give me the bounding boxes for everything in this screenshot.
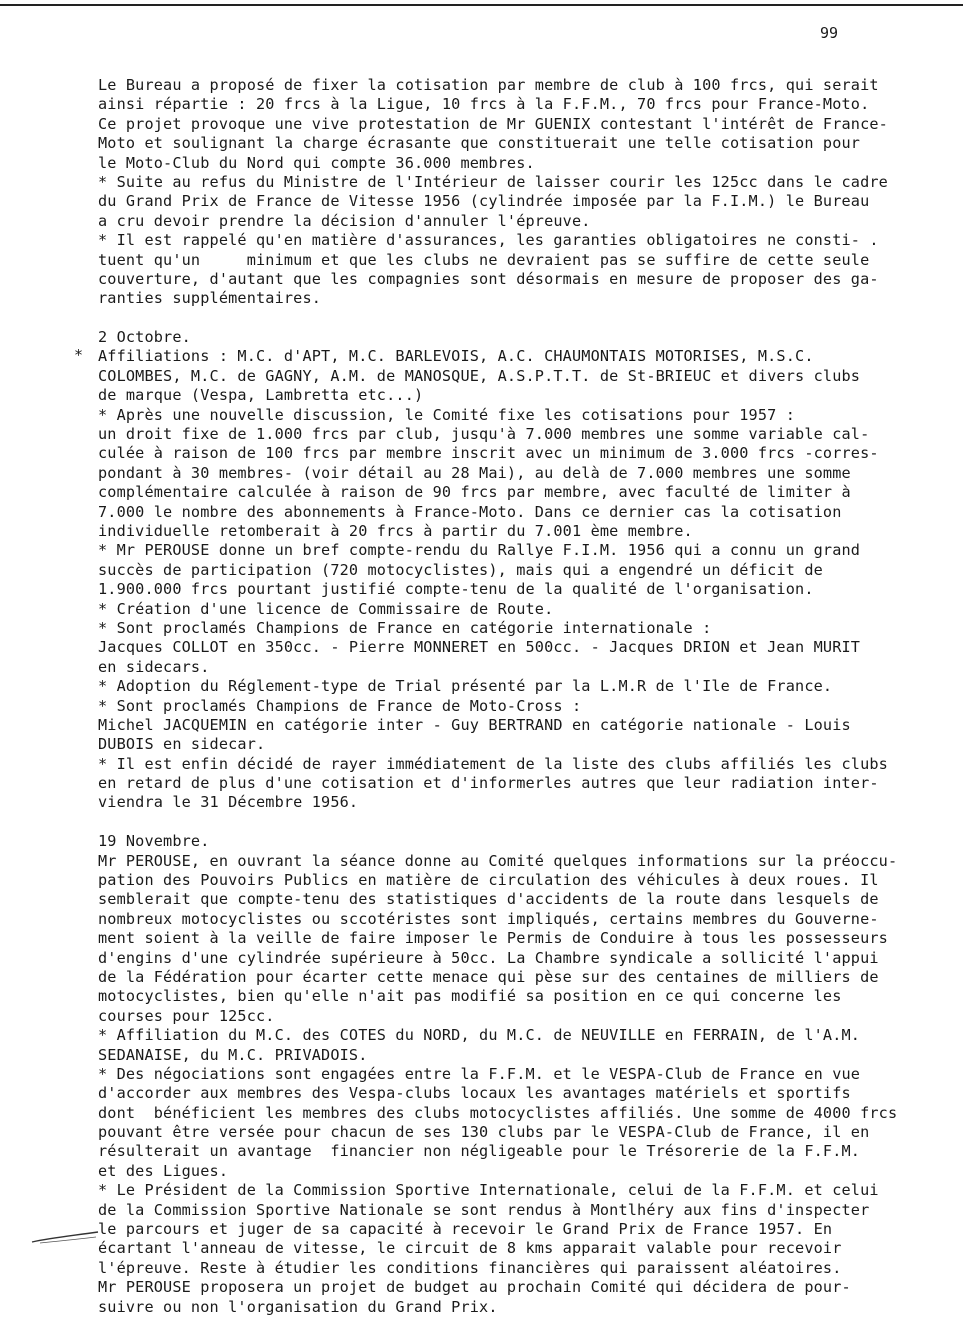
text-line: complémentaire calculée à raison de 90 frcs par membre, avec faculté de limiter à — [98, 483, 851, 502]
top-rule — [0, 4, 963, 6]
text-line: en retard de plus d'une cotisation et d'informerles autres que leur radiation inter- — [98, 774, 879, 793]
text-line: * Affiliation du M.C. des COTES du NORD, du M.C. de NEUVILLE en FERRAIN, de l'A.M. — [98, 1026, 861, 1045]
text-line: Ce projet provoque une vive protestation de Mr GUENIX contestant l'intérêt de France- — [98, 114, 888, 133]
text-line: d'engins d'une cylindrée supérieure à 50cc. La Chambre syndicale a sollicité l'appui — [98, 948, 879, 967]
text-line: DUBOIS en sidecar. — [98, 735, 266, 754]
text-line: un droit fixe de 1.000 frcs par club, jusqu'à 7.000 membres une somme variable cal- — [98, 425, 870, 444]
text-line: Moto et soulignant la charge écrasante que constituerait une telle cotisation pour — [98, 134, 861, 153]
text-line: 19 Novembre. — [98, 832, 210, 851]
text-line: Michel JACQUEMIN en catégorie inter - Guy BERTRAND en catégorie nationale - Louis — [98, 715, 851, 734]
text-line: * Après une nouvelle discussion, le Comité fixe les cotisations pour 1957 : — [98, 405, 796, 424]
text-line: de la Commission Sportive Nationale se sont rendus à Montlhéry aux fins d'inspecter — [98, 1200, 870, 1219]
text-line: le parcours et juger de sa capacité à recevoir le Grand Prix de France 1957. En — [98, 1220, 833, 1239]
text-line: et des Ligues. — [98, 1161, 229, 1180]
text-line: en sidecars. — [98, 657, 210, 676]
text-line: motocyclistes, bien qu'elle n'ait pas modifié sa position en ce qui concerne les — [98, 987, 842, 1006]
document-body — [98, 76, 928, 1317]
text-line: viendra le 31 Décembre 1956. — [98, 793, 359, 812]
text-line: l'épreuve. Reste à étudier les conditions financières qui paraissent aléatoires. — [98, 1258, 842, 1277]
blank-line — [98, 813, 928, 832]
text-line: * Mr PEROUSE donne un bref compte-rendu du Rallye F.I.M. 1956 qui a connu un grand — [98, 541, 861, 560]
text-line: Jacques COLLOT en 350cc. - Pierre MONNERET en 500cc. - Jacques DRION et Jean MURIT — [98, 638, 861, 657]
text-line: Mr PEROUSE, en ouvrant la séance donne au Comité quelques informations sur la préoccu- — [98, 851, 898, 870]
text-line: dont bénéficient les membres des clubs motocyclistes affiliés. Une somme de 4000 frcs — [98, 1103, 898, 1122]
text-line: ranties supplémentaires. — [98, 289, 322, 308]
text-line: * Sont proclamés Champions de France en catégorie internationale : — [98, 618, 712, 637]
text-line: individuelle retomberait à 20 frcs à partir du 7.001 ème membre. — [98, 521, 693, 540]
margin-annotation-star: * — [74, 346, 84, 364]
text-line: Mr PEROUSE proposera un projet de budget au prochain Comité qui décidera de pour- — [98, 1278, 851, 1297]
text-line: COLOMBES, M.C. de GAGNY, A.M. de MANOSQUE, A.S.P.T.T. de St-BRIEUC et divers clubs — [98, 366, 861, 385]
text-line: * Adoption du Réglement-type de Trial présenté par la L.M.R de l'Ile de France. — [98, 677, 833, 696]
text-line: 2 Octobre. — [98, 328, 191, 347]
text-line: ainsi répartie : 20 frcs à la Ligue, 10 frcs à la F.F.M., 70 frcs pour France-Moto. — [98, 95, 870, 114]
margin-pen-stroke — [30, 1226, 100, 1246]
text-line: résulterait un avantage financier non négligeable pour le Trésorerie de la F.F.M. — [98, 1142, 861, 1161]
text-line: semblerait que compte-tenu des statistiques d'accidents de la route dans lesquels de — [98, 890, 879, 909]
text-line: Affiliations : M.C. d'APT, M.C. BARLEVOIS, A.C. CHAUMONTAIS MOTORISES, M.S.C. — [98, 347, 814, 366]
text-line: * Création d'une licence de Commissaire de Route. — [98, 599, 554, 618]
text-line: suivre ou non l'organisation du Grand Prix. — [98, 1297, 498, 1316]
text-line: ment soient à la veille de faire imposer le Permis de Conduire à tous les possesseurs — [98, 929, 888, 948]
text-line: * Suite au refus du Ministre de l'Intérieur de laisser courir les 125cc dans le cadre — [98, 172, 888, 191]
text-line: pouvant être versée pour chacun de ses 130 clubs par le VESPA-Club de France, il en — [98, 1123, 870, 1142]
text-line: * Il est rappelé qu'en matière d'assurances, les garanties obligatoires ne consti- . — [98, 231, 879, 250]
text-line: * Le Président de la Commission Sportive Internationale, celui de la F.F.M. et celui — [98, 1181, 879, 1200]
text-line: tuent qu'un minimum et que les clubs ne devraient pas se suffire de cette seule — [98, 250, 870, 269]
text-line: du Grand Prix de France de Vitesse 1956 (cylindrée imposée par la F.I.M.) le Bureau — [98, 192, 870, 211]
text-line: * Des négociations sont engagées entre la F.F.M. et le VESPA-Club de France en vue — [98, 1064, 861, 1083]
text-line: 7.000 le nombre des abonnements à France-Moto. Dans ce dernier cas la cotisation — [98, 502, 842, 521]
text-line: de marque (Vespa, Lambretta etc...) — [98, 386, 424, 405]
text-line: le Moto-Club du Nord qui compte 36.000 membres. — [98, 153, 535, 172]
text-line: culée à raison de 100 frcs par membre inscrit avec un minimum de 3.000 frcs -corres- — [98, 444, 879, 463]
text-line: d'accorder aux membres des Vespa-clubs locaux les avantages matériels et sportifs — [98, 1084, 851, 1103]
text-line: 1.900.000 frcs pourtant justifié compte-tenu de la qualité de l'organisation. — [98, 580, 814, 599]
text-line: pondant à 30 membres- (voir détail au 28 Mai), au delà de 7.000 membres une somme — [98, 463, 851, 482]
text-line: courses pour 125cc. — [98, 1006, 275, 1025]
text-line: succès de participation (720 motocyclistes), mais qui a engendré un déficit de — [98, 560, 823, 579]
blank-line — [98, 309, 928, 328]
text-line: nombreux motocyclistes ou sccotéristes sont impliqués, certains membres du Gouverne- — [98, 909, 879, 928]
text-line: de la Fédération pour écarter cette menace qui pèse sur des centaines de milliers de — [98, 967, 879, 986]
page-number: 99 — [820, 24, 839, 42]
text-line: couverture, d'autant que les compagnies sont désormais en mesure de proposer des ga- — [98, 269, 879, 288]
text-line: a cru devoir prendre la décision d'annuler l'épreuve. — [98, 211, 591, 230]
text-line: SEDANAISE, du M.C. PRIVADOIS. — [98, 1045, 368, 1064]
text-line: écartant l'anneau de vitesse, le circuit de 8 kms apparait valable pour recevoir — [98, 1239, 842, 1258]
text-line: * Sont proclamés Champions de France de Moto-Cross : — [98, 696, 582, 715]
text-line: Le Bureau a proposé de fixer la cotisation par membre de club à 100 frcs, qui serait — [98, 76, 879, 94]
text-line: pation des Pouvoirs Publics en matière de circulation des véhicules à deux roues. Il — [98, 871, 879, 890]
text-line: * Il est enfin décidé de rayer immédiatement de la liste des clubs affiliés les clubs — [98, 754, 888, 773]
